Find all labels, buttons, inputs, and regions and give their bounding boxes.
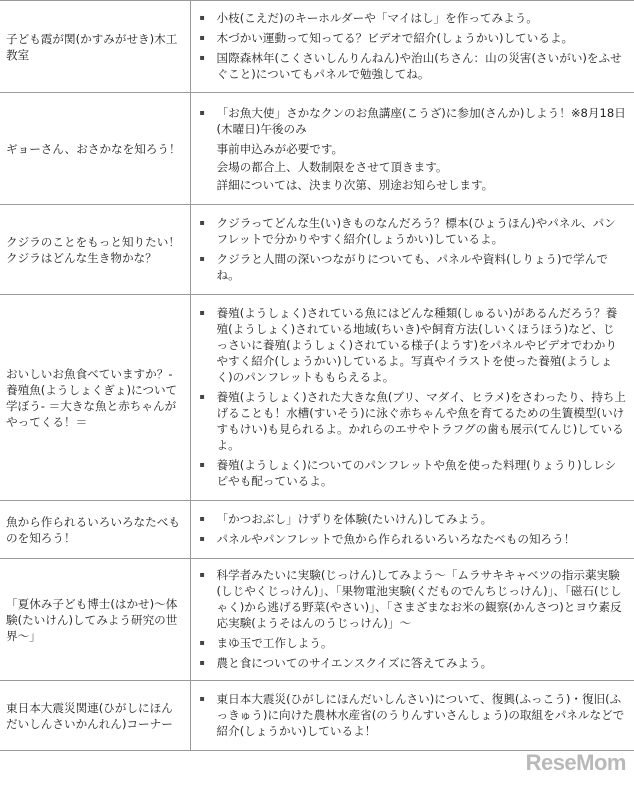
row-details [190, 295, 634, 501]
list-item: ▪ 養殖(ようしょく)についてのパンフレットや魚を使った料理(りょうり)しレシピやも配っているよ。 [199, 457, 627, 489]
list-item: ▪ クジラってどんな生(い)きものなんだろう？標本(ひょうほん)やパネル、パンフレットで分かりやすく紹介(しょうかい)しているよ。 [199, 215, 627, 247]
list-item: ▪ 小枝(こえだ)のキーホルダーや「マイはし」を作ってみよう。 [199, 10, 627, 26]
note-line: 会場の都合上、人数制限をさせて頂きます。 [216, 160, 448, 174]
row-title: 子ども霞が関(かすみがせき)木工教室 [0, 1, 190, 93]
list-item: ▪ 養殖(ようしょく)されている魚にはどんな種類(しゅるい)があるんだろう？養殖(ようしょく)されている地域(ちいき)や飼育方法(しいくほうほう)など、じっさいに養殖(ようしょく)されている様子(ようす)をパネルやビデオでわかりやすく紹介(しょうかい)しているよ。写真やイラストを使った養殖(ようしょく)のパンフレットももらえるよ。 [199, 305, 627, 385]
list-item: ▪ 農と食についてのサイエンスクイズに答えてみよう。 [199, 655, 627, 671]
note-line: 事前申込みが必要です。 [216, 142, 344, 156]
list-item: ▪ まゆ玉で工作しよう。 [199, 635, 627, 651]
row-details [190, 205, 634, 295]
row-title: ギョーさん、おさかなを知ろう！ [0, 93, 190, 205]
table-row [0, 295, 634, 501]
row-details [190, 1, 634, 93]
row-details [190, 681, 634, 751]
table-row [0, 1, 634, 93]
resemom-watermark-logo: ReseMom [525, 750, 626, 775]
list-item: ▪ 「かつおぶし」けずりを体験(たいけん)してみよう。 [199, 511, 627, 527]
table-row [0, 501, 634, 559]
table-row [0, 205, 634, 295]
list-item: ▪ クジラと人間の深いつながりについても、パネルや資料(しりょう)で学んでね。 [199, 251, 627, 283]
table-row [0, 681, 634, 751]
row-details [190, 559, 634, 681]
row-title: 東日本大震災関連(ひがしにほんだいしんさいかんれん)コーナー [0, 681, 190, 751]
row-title: 「夏休み子ども博士(はかせ)～体験(たいけん)してみよう研究の世界～」 [0, 559, 190, 681]
list-item: ▪ 東日本大震災(ひがしにほんだいしんさい)について、復興(ふっこう)・復旧(ふっきゅう)に向けた農林水産省(のうりんすいさんしょう)の取組をパネルなどで紹介(しょうかい)しているよ！ [199, 691, 627, 739]
list-item: ▪ 木づかい運動って知ってる？ビデオで紹介(しょうかい)しているよ。 [199, 30, 627, 46]
note-line: 詳細については、決まり次第、別途お知らせします。 [216, 178, 494, 192]
row-title: 魚から作られるいろいろなたべものを知ろう！ [0, 501, 190, 559]
table-row [0, 559, 634, 681]
row-title: クジラのことをもっと知りたい！クジラはどんな生き物かな？ [0, 205, 190, 295]
row-title: おいしいお魚食べていますか？-養殖魚(ようしょくぎょ)について学ぼう- ＝大きな魚と赤ちゃんがやってくる！＝ [0, 295, 190, 501]
list-item: ▪ 科学者みたいに実験(じっけん)してみよう～「ムラサキキャベツの指示薬実験(しじやくじっけん)」、「果物電池実験(くだものでんちじっけん)」、「磁石(じしゃく)から逃げる野菜(やさい)」、「さまざまなお米の観察(かんさつ)とヨウ素反応実験(ようそはんのうじっけん)」～ [199, 567, 627, 631]
list-item: ▪ 養殖(ようしょく)された大きな魚(ブリ、マダイ、ヒラメ)をさわったり、持ち上げることも！水槽(すいそう)に泳ぐ赤ちゃんや魚を育てるための生簀模型(いけすもけい)も見られるよ。かれらのエサやトラフグの歯も展示(てんじ)しているよ。 [199, 389, 627, 453]
list-item: ▪ 国際森林年(こくさいしんりんねん)や治山(ちさん：山の災害(さいがい)をふせぐこと)についてもパネルで勉強してね。 [199, 50, 627, 82]
list-item: ▪ 「お魚大使」さかなクンのお魚講座(こうざ)に参加(さんか)しよう！※8月18日(木曜日)午後のみ [199, 105, 627, 137]
table-row [0, 93, 634, 205]
list-item: ▪ パネルやパンフレットで魚から作られるいろいろなたべもの知ろう！ [199, 531, 627, 547]
row-details [190, 501, 634, 559]
row-details [190, 93, 634, 205]
